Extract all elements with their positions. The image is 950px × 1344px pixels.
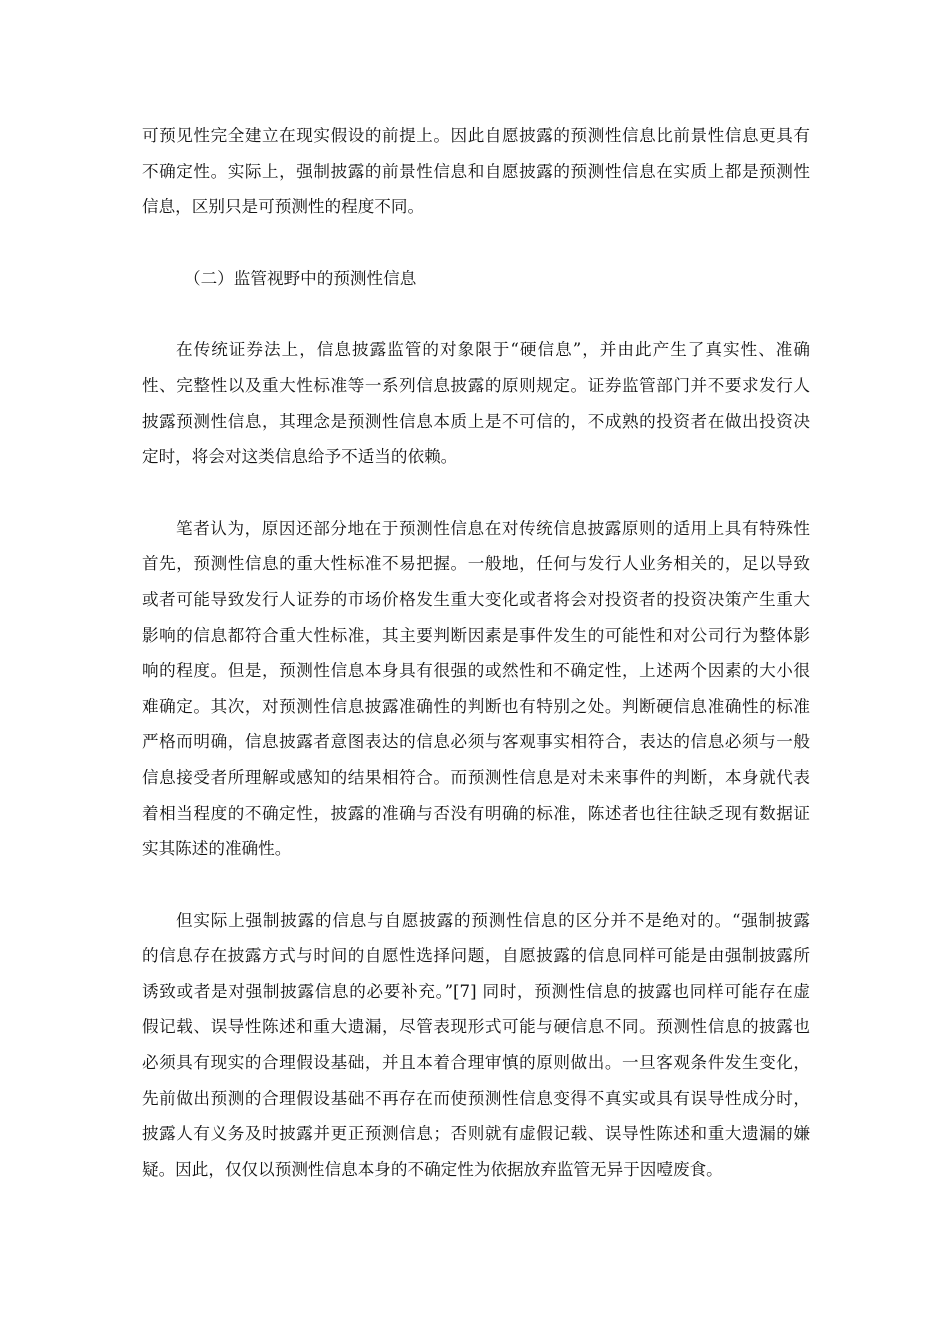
text-line: 着相当程度的不确定性，披露的准确与否没有明确的标准，陈述者也往往缺乏现有数据证 [142, 803, 810, 823]
text-line: 或者可能导致发行人证券的市场价格发生重大变化或者将会对投资者的投资决策产生重大 [142, 589, 810, 609]
text-line: 但实际上强制披露的信息与自愿披露的预测性信息的区分并不是绝对的。“强制披露 [176, 910, 810, 930]
text-line: 的信息存在披露方式与时间的自愿性选择问题，自愿披露的信息同样可能是由强制披露所 [142, 946, 810, 966]
text-line: 首先，预测性信息的重大性标准不易把握。一般地，任何与发行人业务相关的，足以导致 [142, 554, 810, 574]
text-line: 响的程度。但是，预测性信息本身具有很强的或然性和不确定性，上述两个因素的大小很 [142, 661, 810, 681]
text-line: 信息，区别只是可预测性的程度不同。 [142, 197, 425, 217]
text-line: 影响的信息都符合重大性标准，其主要判断因素是事件发生的可能性和对公司行为整体影 [142, 625, 810, 645]
paragraph-1 [142, 118, 810, 225]
section-heading [142, 261, 810, 297]
text-line: 信息接受者所理解或感知的结果相符合。而预测性信息是对未来事件的判断，本身就代表 [142, 767, 810, 787]
text-line: 笔者认为，原因还部分地在于预测性信息在对传统信息披露原则的适用上具有特殊性 [176, 518, 810, 538]
paragraph-gap [142, 475, 810, 511]
paragraph-3 [142, 511, 810, 867]
section-heading-text: （二）监管视野中的预测性信息 [184, 268, 417, 288]
paragraph-gap [142, 867, 810, 903]
text-line: 披露人有义务及时披露并更正预测信息；否则就有虚假记载、误导性陈述和重大遗漏的嫌 [142, 1124, 810, 1144]
paragraph-gap [142, 296, 810, 332]
paragraph-gap [142, 225, 810, 261]
text-line: 必须具有现实的合理假设基础，并且本着合理审慎的原则做出。一旦客观条件发生变化， [142, 1053, 810, 1073]
document-page [142, 118, 810, 1187]
text-line: 不确定性。实际上，强制披露的前景性信息和自愿披露的预测性信息在实质上都是预测性 [142, 161, 810, 181]
text-line: 在传统证券法上，信息披露监管的对象限于“硬信息”，并由此产生了真实性、准确 [176, 340, 810, 360]
text-line: 可预见性完全建立在现实假设的前提上。因此自愿披露的预测性信息比前景性信息更具有 [142, 126, 810, 145]
text-line: 假记载、误导性陈述和重大遗漏，尽管表现形式可能与硬信息不同。预测性信息的披露也 [142, 1017, 810, 1037]
text-line: 严格而明确，信息披露者意图表达的信息必须与客观事实相符合，表达的信息必须与一般 [142, 732, 810, 752]
text-line: 披露预测性信息，其理念是预测性信息本质上是不可信的，不成熟的投资者在做出投资决 [142, 411, 810, 431]
paragraph-2 [142, 332, 810, 474]
text-line: 疑。因此，仅仅以预测性信息本身的不确定性为依据放弃监管无异于因噎废食。 [142, 1159, 723, 1179]
text-line: 先前做出预测的合理假设基础不再存在而使预测性信息变得不真实或具有误导性成分时， [142, 1088, 810, 1108]
text-line: 定时，将会对这类信息给予不适当的依赖。 [142, 447, 458, 467]
paragraph-4 [142, 903, 810, 1188]
text-line: 难确定。其次，对预测性信息披露准确性的判断也有特别之处。判断硬信息准确性的标准 [142, 696, 810, 716]
text-line: 实其陈述的准确性。 [142, 839, 292, 859]
text-line: 性、完整性以及重大性标准等一系列信息披露的原则规定。证券监管部门并不要求发行人 [142, 375, 810, 395]
text-line: 诱致或者是对强制披露信息的必要补充。”[7] 同时，预测性信息的披露也同样可能存在虚 [142, 981, 810, 1001]
